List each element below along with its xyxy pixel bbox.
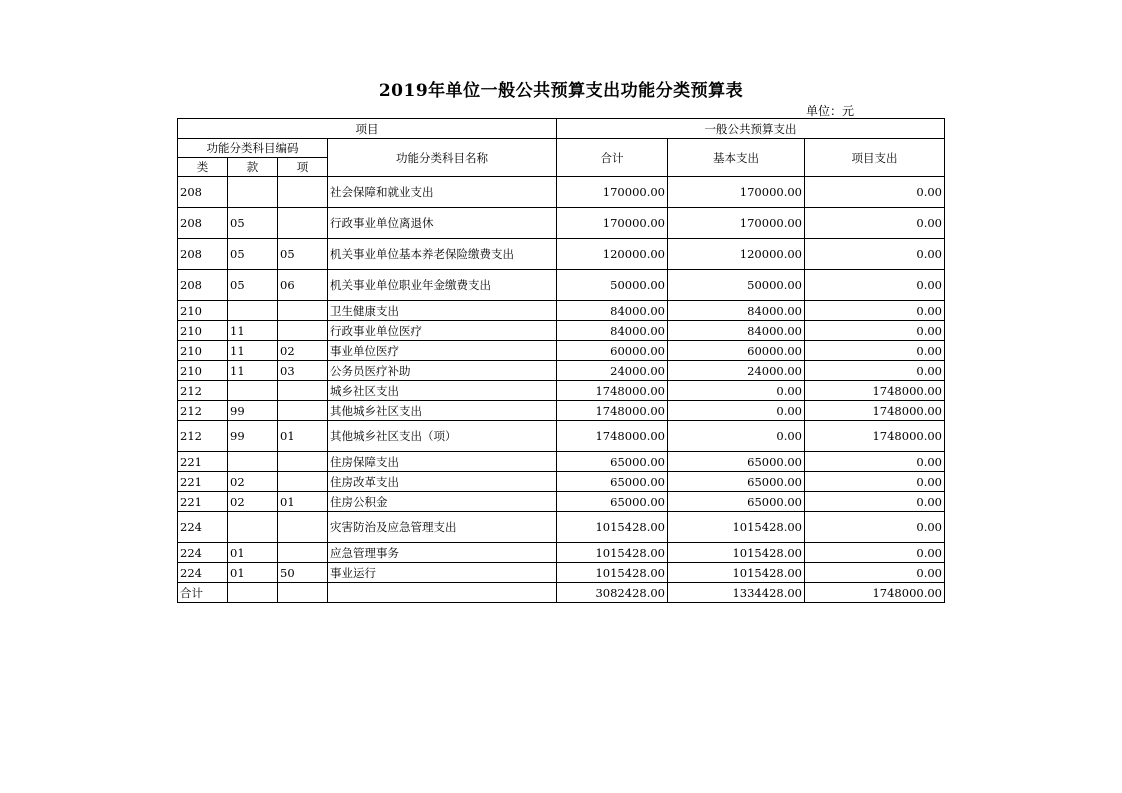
cell-lei: 208: [178, 239, 228, 270]
budget-table: [177, 118, 945, 603]
cell-project: 0.00: [805, 472, 945, 492]
cell-xiang: 06: [278, 270, 328, 301]
cell-kuan: [228, 301, 278, 321]
cell-kuan: 11: [228, 361, 278, 381]
cell-name: 应急管理事务: [328, 543, 557, 563]
table-row: [178, 208, 945, 239]
cell-kuan: 02: [228, 472, 278, 492]
cell-name: 住房保障支出: [328, 452, 557, 472]
cell-name: 行政事业单位离退休: [328, 208, 557, 239]
cell-kuan: 05: [228, 270, 278, 301]
cell-name: 灾害防治及应急管理支出: [328, 512, 557, 543]
cell-xiang: 50: [278, 563, 328, 583]
header-kuan: 款: [228, 158, 278, 177]
cell-lei: 210: [178, 301, 228, 321]
cell-name: 其他城乡社区支出: [328, 401, 557, 421]
cell-total: 84000.00: [557, 321, 668, 341]
cell-total: 60000.00: [557, 341, 668, 361]
cell-lei: 212: [178, 401, 228, 421]
cell-basic: 1015428.00: [668, 512, 805, 543]
cell-project: 0.00: [805, 270, 945, 301]
cell-project: 1748000.00: [805, 401, 945, 421]
cell-basic: 170000.00: [668, 177, 805, 208]
cell-lei: 224: [178, 563, 228, 583]
cell-project: 1748000.00: [805, 421, 945, 452]
cell-kuan: 02: [228, 492, 278, 512]
cell-lei: 210: [178, 321, 228, 341]
cell-lei: 224: [178, 512, 228, 543]
header-func-code: 功能分类科目编码: [178, 139, 328, 158]
cell-total: 170000.00: [557, 208, 668, 239]
cell-name: 城乡社区支出: [328, 381, 557, 401]
cell-kuan: 11: [228, 321, 278, 341]
unit-label: 单位：元: [806, 104, 855, 118]
header-project: 项目: [178, 119, 557, 139]
cell-project: 0.00: [805, 361, 945, 381]
table-row: [178, 492, 945, 512]
cell-basic: 120000.00: [668, 239, 805, 270]
cell-xiang: 01: [278, 492, 328, 512]
cell-lei: 221: [178, 452, 228, 472]
cell-kuan: 99: [228, 401, 278, 421]
table-row: [178, 177, 945, 208]
cell-xiang: [278, 381, 328, 401]
cell-kuan: [228, 177, 278, 208]
cell-project: 0.00: [805, 177, 945, 208]
cell-kuan: 05: [228, 239, 278, 270]
header-lei: 类: [178, 158, 228, 177]
cell-kuan: [228, 381, 278, 401]
cell-project: 0.00: [805, 239, 945, 270]
cell-project: 0.00: [805, 341, 945, 361]
cell-lei: 212: [178, 421, 228, 452]
cell-xiang: 05: [278, 239, 328, 270]
cell-lei: 208: [178, 270, 228, 301]
page-title: 2019年单位一般公共预算支出功能分类预算表: [378, 81, 744, 101]
table-row: [178, 512, 945, 543]
cell-project: 0.00: [805, 563, 945, 583]
header-total: 合计: [557, 139, 668, 177]
cell-lei: 208: [178, 177, 228, 208]
cell-total: 120000.00: [557, 239, 668, 270]
cell-basic: 1015428.00: [668, 543, 805, 563]
cell-total: 65000.00: [557, 492, 668, 512]
cell-xiang: 03: [278, 361, 328, 381]
cell-basic: 170000.00: [668, 208, 805, 239]
cell-basic: 0.00: [668, 401, 805, 421]
cell-lei: 221: [178, 472, 228, 492]
table-row: [178, 543, 945, 563]
cell-total: 1748000.00: [557, 421, 668, 452]
cell-lei: 208: [178, 208, 228, 239]
cell-total: 1015428.00: [557, 563, 668, 583]
cell-name: 行政事业单位医疗: [328, 321, 557, 341]
cell-total: 24000.00: [557, 361, 668, 381]
cell-name: 住房公积金: [328, 492, 557, 512]
cell-project: 0.00: [805, 512, 945, 543]
cell-basic: 1015428.00: [668, 563, 805, 583]
cell-basic: 0.00: [668, 381, 805, 401]
total-row: [178, 583, 945, 603]
cell-kuan: 99: [228, 421, 278, 452]
cell-kuan: 01: [228, 543, 278, 563]
total-basic: 1334428.00: [668, 583, 805, 603]
cell-basic: 60000.00: [668, 341, 805, 361]
total-empty: [328, 583, 557, 603]
cell-xiang: [278, 472, 328, 492]
table-row: [178, 401, 945, 421]
cell-xiang: 01: [278, 421, 328, 452]
header-func-name: 功能分类科目名称: [328, 139, 557, 177]
total-empty: [228, 583, 278, 603]
table-row: [178, 361, 945, 381]
cell-total: 65000.00: [557, 472, 668, 492]
header-basic: 基本支出: [668, 139, 805, 177]
cell-kuan: 11: [228, 341, 278, 361]
total-empty: [278, 583, 328, 603]
cell-xiang: [278, 301, 328, 321]
cell-xiang: [278, 177, 328, 208]
cell-lei: 224: [178, 543, 228, 563]
cell-kuan: 05: [228, 208, 278, 239]
cell-xiang: [278, 208, 328, 239]
table-row: [178, 421, 945, 452]
cell-total: 1015428.00: [557, 512, 668, 543]
cell-total: 1015428.00: [557, 543, 668, 563]
cell-lei: 212: [178, 381, 228, 401]
cell-project: 0.00: [805, 301, 945, 321]
cell-total: 84000.00: [557, 301, 668, 321]
cell-basic: 65000.00: [668, 472, 805, 492]
table-row: [178, 321, 945, 341]
cell-name: 其他城乡社区支出（项）: [328, 421, 557, 452]
table-row: [178, 381, 945, 401]
cell-xiang: [278, 512, 328, 543]
table-row: [178, 452, 945, 472]
cell-project: 1748000.00: [805, 381, 945, 401]
total-project: 1748000.00: [805, 583, 945, 603]
cell-lei: 210: [178, 341, 228, 361]
cell-total: 65000.00: [557, 452, 668, 472]
table-row: [178, 472, 945, 492]
total-label: 合计: [178, 583, 228, 603]
cell-total: 170000.00: [557, 177, 668, 208]
cell-basic: 84000.00: [668, 321, 805, 341]
cell-xiang: [278, 321, 328, 341]
cell-xiang: [278, 452, 328, 472]
cell-project: 0.00: [805, 208, 945, 239]
table-row: [178, 270, 945, 301]
cell-name: 公务员医疗补助: [328, 361, 557, 381]
cell-name: 机关事业单位职业年金缴费支出: [328, 270, 557, 301]
cell-kuan: 01: [228, 563, 278, 583]
cell-basic: 0.00: [668, 421, 805, 452]
total-sum: 3082428.00: [557, 583, 668, 603]
cell-project: 0.00: [805, 321, 945, 341]
cell-xiang: 02: [278, 341, 328, 361]
cell-basic: 65000.00: [668, 492, 805, 512]
cell-basic: 50000.00: [668, 270, 805, 301]
table-row: [178, 341, 945, 361]
header-general-budget: 一般公共预算支出: [557, 119, 945, 139]
cell-total: 50000.00: [557, 270, 668, 301]
table-row: [178, 563, 945, 583]
cell-name: 事业运行: [328, 563, 557, 583]
cell-xiang: [278, 543, 328, 563]
cell-project: 0.00: [805, 452, 945, 472]
cell-name: 住房改革支出: [328, 472, 557, 492]
header-xiang: 项: [278, 158, 328, 177]
cell-project: 0.00: [805, 543, 945, 563]
cell-basic: 84000.00: [668, 301, 805, 321]
cell-kuan: [228, 452, 278, 472]
cell-name: 机关事业单位基本养老保险缴费支出: [328, 239, 557, 270]
header-project-exp: 项目支出: [805, 139, 945, 177]
cell-kuan: [228, 512, 278, 543]
cell-total: 1748000.00: [557, 401, 668, 421]
table-row: [178, 301, 945, 321]
cell-name: 事业单位医疗: [328, 341, 557, 361]
cell-lei: 210: [178, 361, 228, 381]
cell-project: 0.00: [805, 492, 945, 512]
cell-lei: 221: [178, 492, 228, 512]
cell-name: 社会保障和就业支出: [328, 177, 557, 208]
cell-basic: 24000.00: [668, 361, 805, 381]
cell-total: 1748000.00: [557, 381, 668, 401]
cell-basic: 65000.00: [668, 452, 805, 472]
cell-name: 卫生健康支出: [328, 301, 557, 321]
table-row: [178, 239, 945, 270]
cell-xiang: [278, 401, 328, 421]
